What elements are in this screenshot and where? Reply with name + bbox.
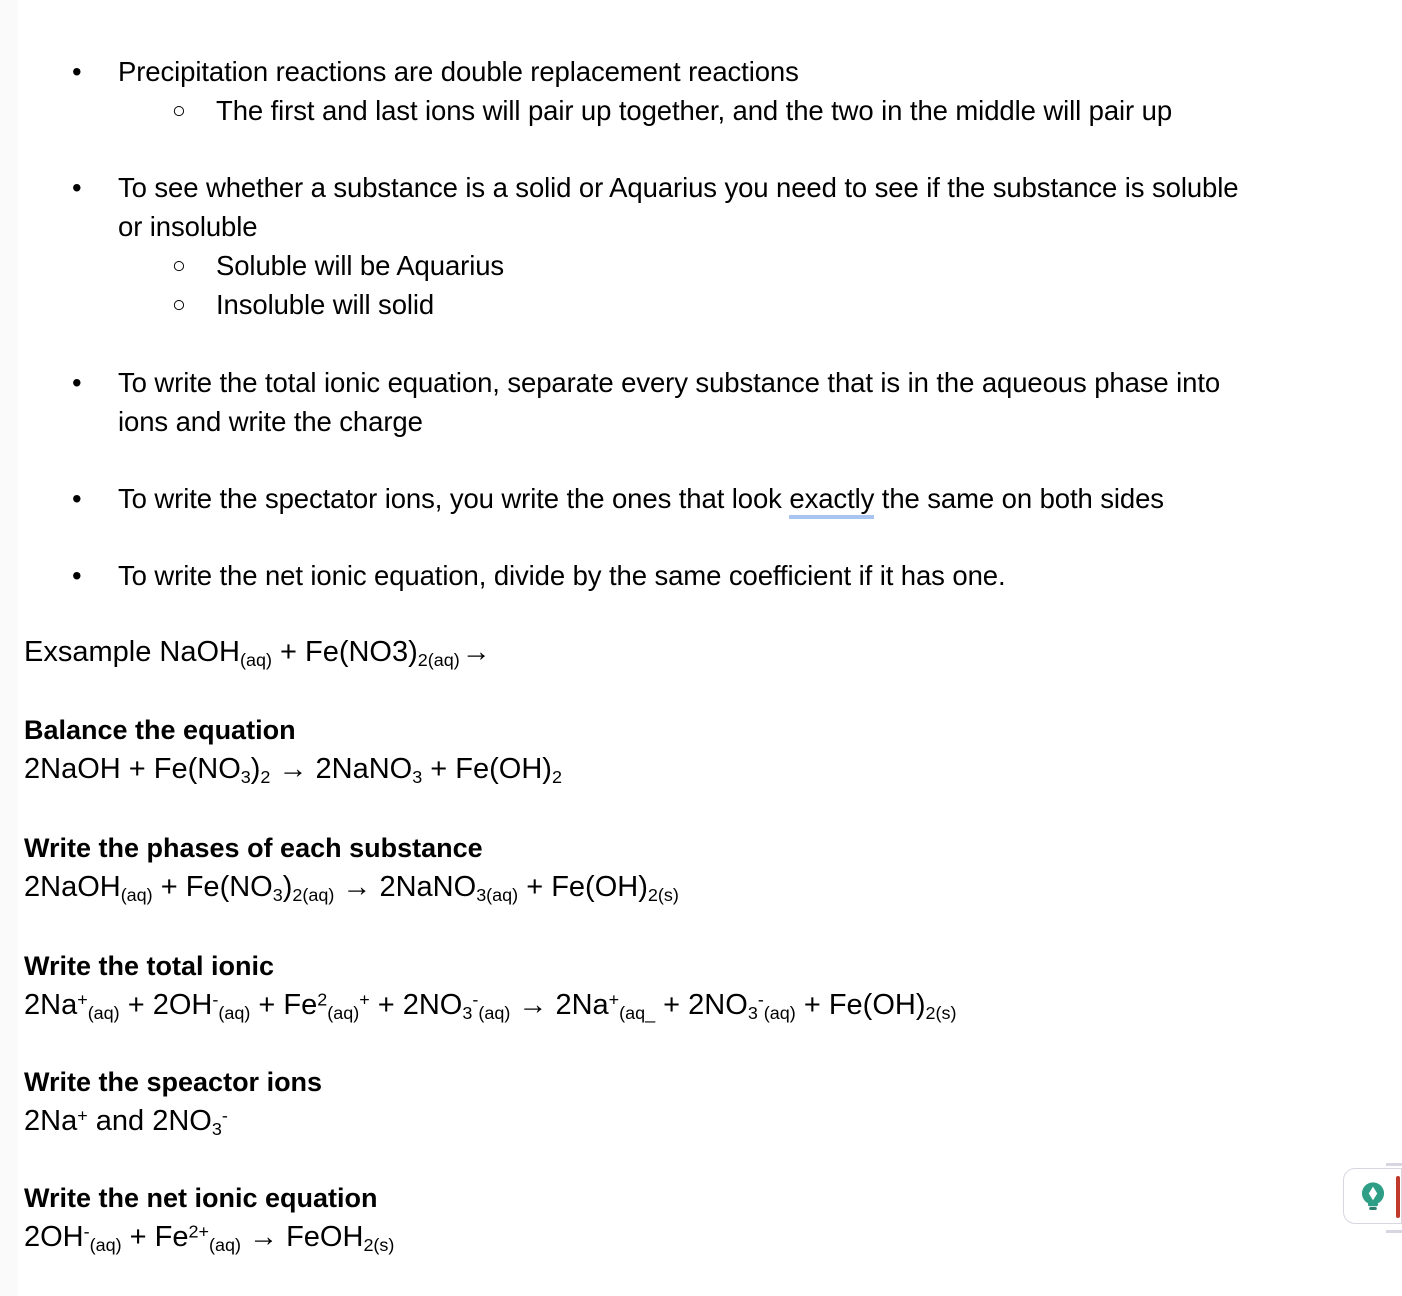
list-item-text: To write the total ionic equation, separate every substance that is in the aqueous phase into ions and write the charge (118, 367, 1221, 437)
equation-token: 3 (747, 1003, 758, 1024)
equation-token: (aq) (478, 1003, 511, 1024)
equation-token: 2(s) (363, 1235, 395, 1256)
equation-token: 3 (462, 1003, 473, 1024)
equation-token: ) (282, 871, 293, 903)
section-heading: Balance the equation (24, 715, 296, 745)
equation-token: - (221, 1105, 228, 1126)
equation-token: → 2NaNO (270, 753, 413, 785)
equation-token: + 2NO (369, 989, 463, 1021)
equation-token: 2(s) (925, 1003, 957, 1024)
list-item-text (118, 479, 1330, 518)
equation-token: + Fe (121, 1221, 189, 1253)
equation-token: 2+ (188, 1221, 209, 1242)
equation-token: (aq) (120, 885, 153, 906)
grammar-suggestion-word[interactable]: exactly (789, 483, 874, 519)
equation-token: and 2NO (87, 1105, 212, 1137)
writing-assistant-button[interactable] (1343, 1168, 1402, 1224)
section-equation (24, 1103, 228, 1139)
equation-token: 2NaOH (24, 871, 121, 903)
equation-token: 2 (260, 767, 271, 788)
equation-token: + 2OH (119, 989, 213, 1021)
section-heading: Write the total ionic (24, 951, 275, 981)
equation-token: 2Na (24, 1105, 78, 1137)
equation-token: - (757, 989, 764, 1010)
equation-token: 2NaOH + Fe(NO (24, 753, 241, 785)
list-item (0, 285, 1250, 324)
section-heading: Write the speactor ions (24, 1067, 323, 1097)
equation-token: + Fe(OH) (795, 989, 926, 1021)
bullet-marker: • (72, 560, 82, 591)
text-segment: the same on both sides (874, 483, 1164, 514)
bullet-marker: • (72, 483, 82, 514)
rail-tick-top (1386, 1163, 1402, 1166)
bullet-marker: • (72, 172, 82, 203)
equation-token: 2OH (24, 1221, 84, 1253)
example-sub-2: 2(aq) (417, 650, 460, 671)
example-equation (24, 634, 493, 670)
equation-token: → 2NaNO (334, 871, 477, 903)
equation-token: + Fe(OH) (518, 871, 648, 903)
equation-token: - (212, 989, 219, 1010)
list-item (0, 168, 1250, 246)
list-item (0, 91, 1340, 130)
equation-token: ) (250, 753, 261, 785)
section-equation (24, 1219, 394, 1255)
example-lead: Exsample NaOH (24, 636, 240, 668)
equation-token: 2(s) (647, 885, 679, 906)
equation-token: (aq) (763, 1003, 796, 1024)
equation-token: (aq) (209, 1235, 241, 1256)
assistant-side-rail[interactable] (1396, 1176, 1400, 1218)
list-item (0, 479, 1330, 518)
rail-tick-bottom (1386, 1230, 1402, 1233)
equation-token: → FeOH (240, 1221, 364, 1253)
list-item (0, 246, 1250, 285)
equation-token: 2Na (24, 989, 78, 1021)
equation-token: - (472, 989, 479, 1010)
section-heading: Write the phases of each substance (24, 833, 483, 863)
list-item-text: Insoluble will solid (216, 289, 435, 320)
equation-token: - (83, 1221, 90, 1242)
bullet-marker: ○ (172, 97, 186, 123)
bullet-marker: ○ (172, 252, 186, 278)
equation-token: 2 (551, 767, 562, 788)
equation-token: 2 (317, 989, 328, 1010)
equation-token: + Fe (250, 989, 318, 1021)
list-item-text: Soluble will be Aquarius (216, 250, 505, 281)
list-item-text: To see whether a substance is a solid or Aquarius you need to see if the substance is soluble or insoluble (118, 172, 1239, 242)
lightbulb-icon (1356, 1179, 1390, 1213)
equation-token: (aq) (87, 1003, 120, 1024)
equation-token: (aq) (327, 1003, 360, 1024)
reaction-arrow: → (461, 636, 491, 668)
equation-token: 3 (211, 1119, 222, 1140)
text-segment: To write the spectator ions, you write the ones that look (118, 483, 790, 514)
equation-token: + (77, 1105, 88, 1126)
list-item (0, 556, 1270, 595)
list-item-text: To write the net ionic equation, divide by the same coefficient if it has one. (118, 560, 1006, 591)
equation-token: + (359, 989, 370, 1010)
equation-token: + 2NO (655, 989, 748, 1021)
example-mid: + Fe(NO3) (271, 636, 418, 668)
list-item-text: The first and last ions will pair up together, and the two in the middle will pair up (216, 95, 1173, 126)
section-heading: Write the net ionic equation (24, 1183, 378, 1213)
equation-token: (aq) (218, 1003, 251, 1024)
section-equation (24, 987, 956, 1023)
equation-token: 3 (272, 885, 283, 906)
list-item-text: Precipitation reactions are double replacement reactions (118, 56, 799, 87)
equation-token: + (77, 989, 88, 1010)
equation-token: → 2Na (510, 989, 609, 1021)
equation-token: + Fe(NO (152, 871, 273, 903)
example-sub-1: (aq) (239, 650, 272, 671)
bullet-marker: • (72, 56, 82, 87)
bullet-marker: ○ (172, 291, 186, 317)
equation-token: 3 (240, 767, 251, 788)
list-item (0, 52, 1340, 91)
equation-token: (aq) (89, 1235, 122, 1256)
equation-token: (aq_ (619, 1003, 656, 1024)
equation-token: + (608, 989, 620, 1010)
section-equation (24, 869, 679, 905)
equation-token: + Fe(OH) (422, 753, 552, 785)
equation-token: 3 (412, 767, 423, 788)
section-equation (24, 751, 562, 787)
list-item (0, 363, 1270, 441)
equation-token: 2(aq) (292, 885, 335, 906)
equation-token: 3(aq) (476, 885, 519, 906)
bullet-marker: • (72, 367, 82, 398)
